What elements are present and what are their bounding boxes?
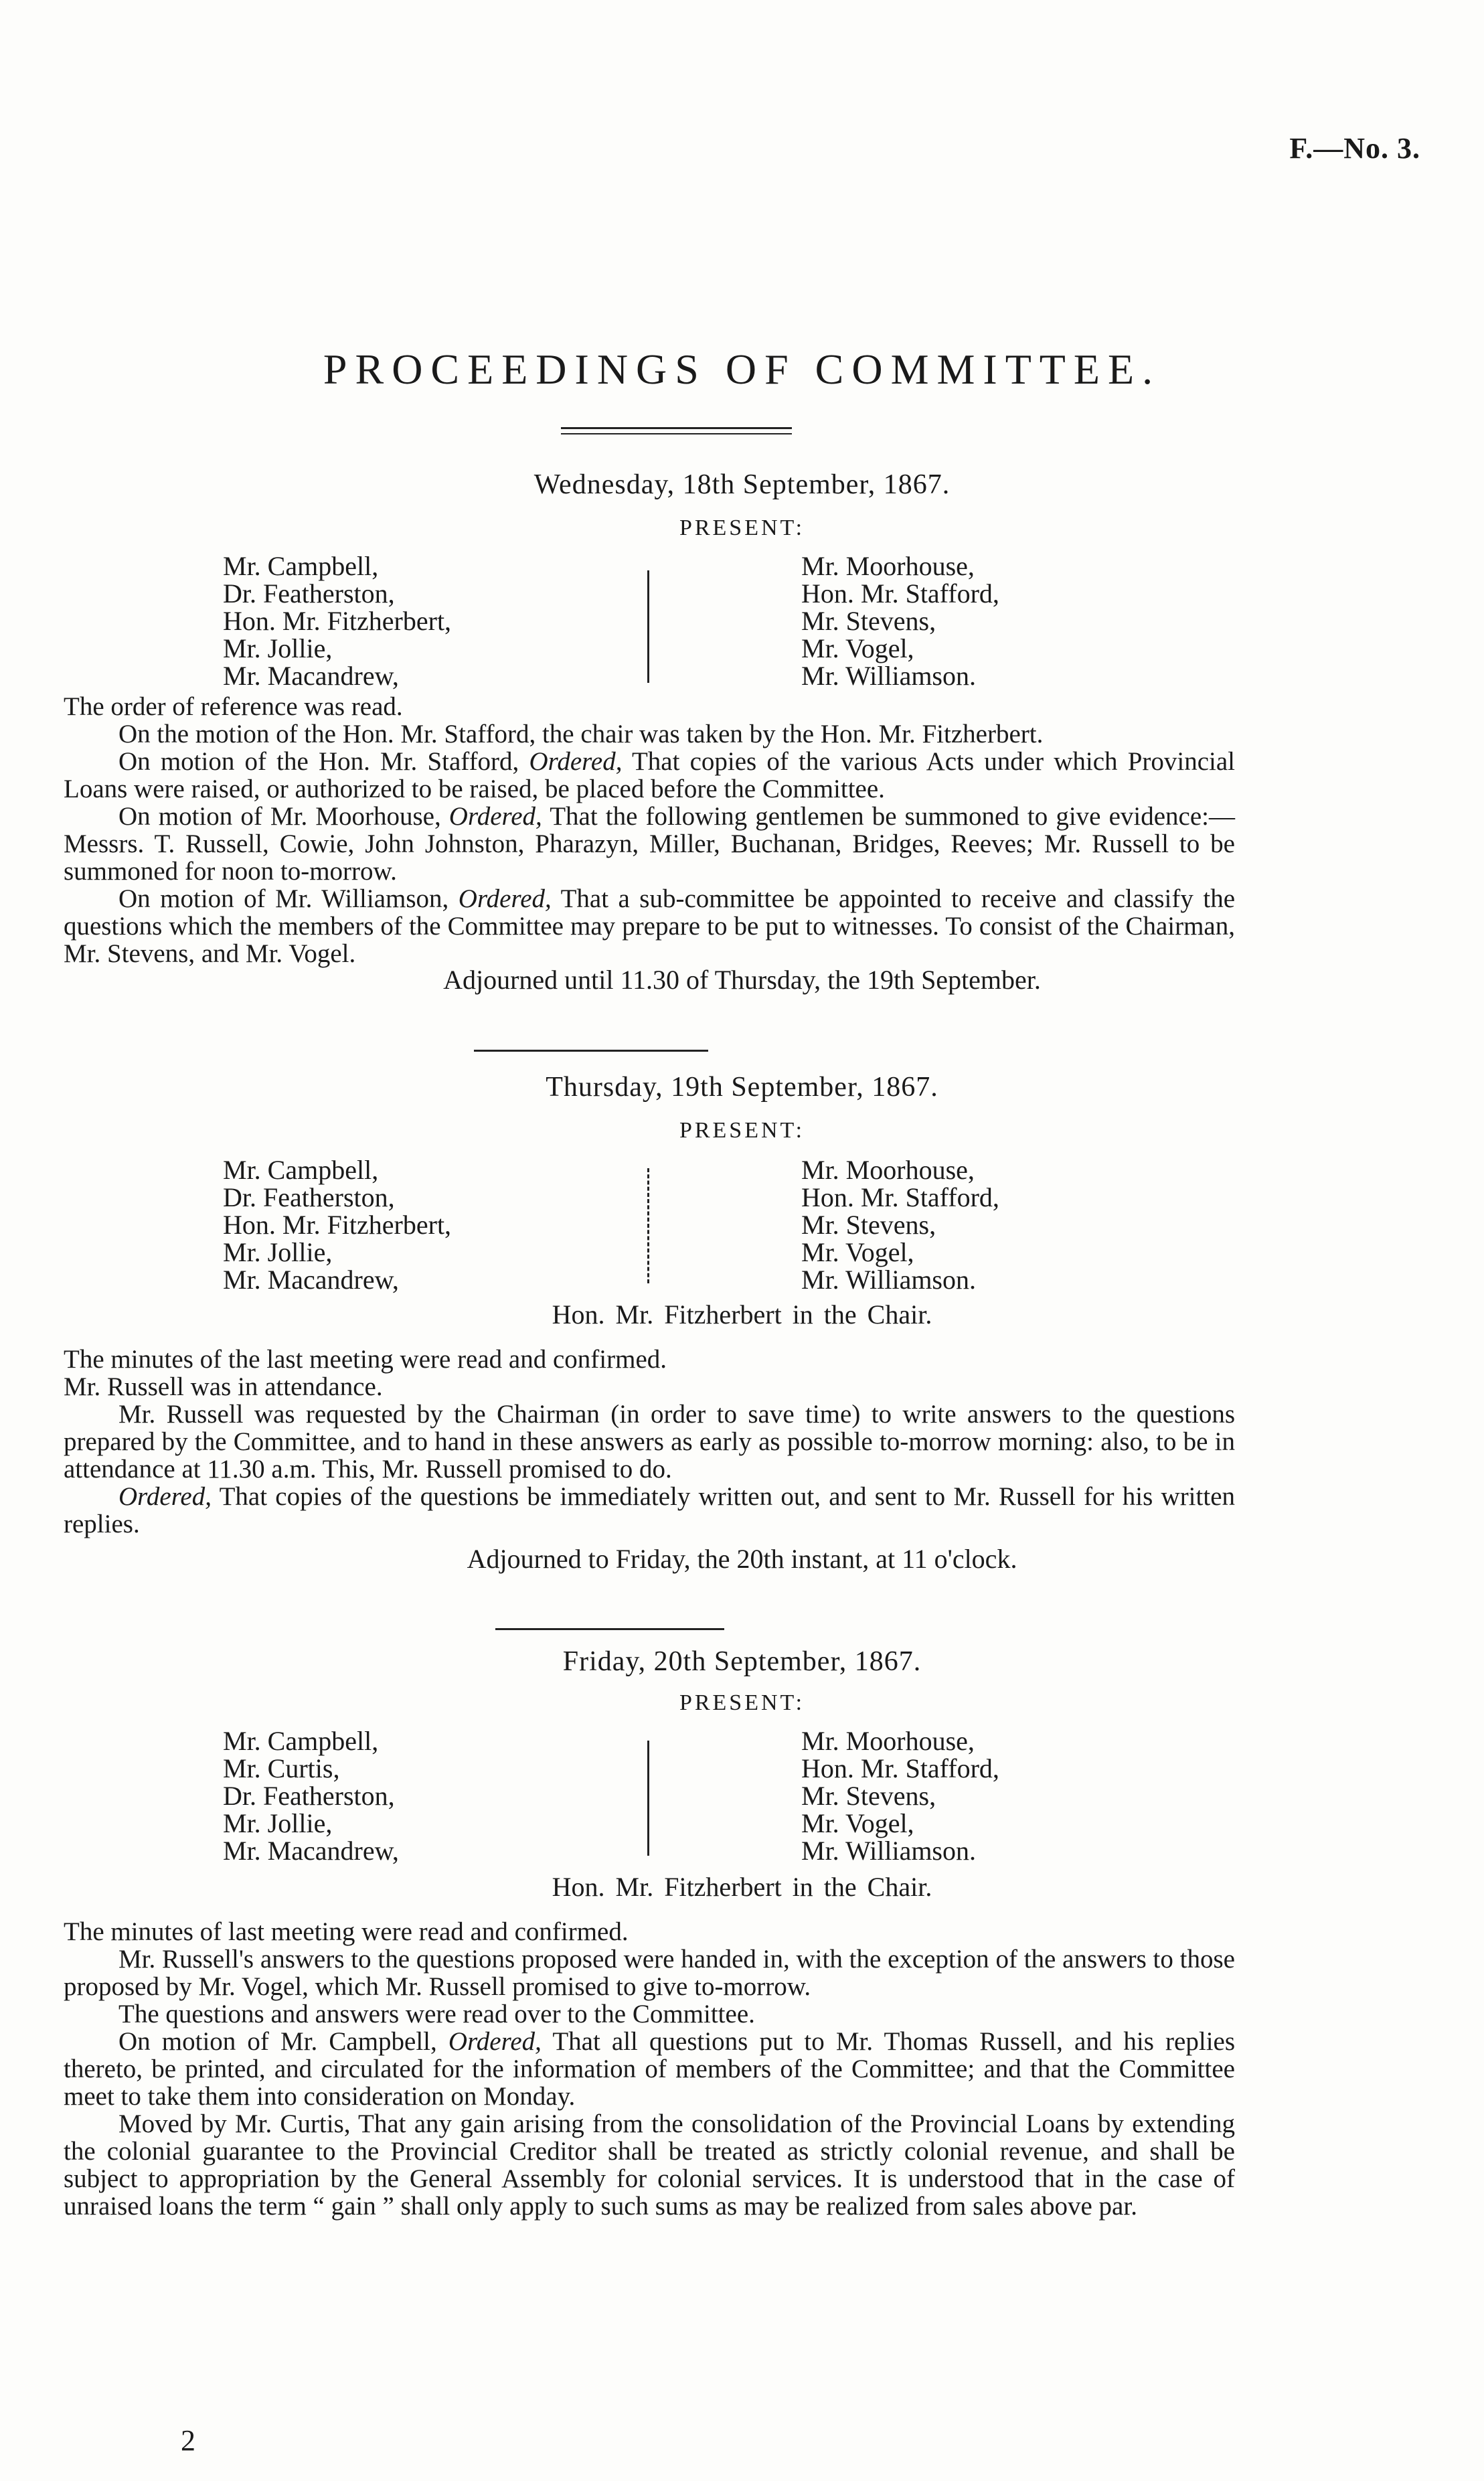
- minute-paragraph: The minutes of last meeting were read and confirmed.: [64, 1917, 629, 1946]
- page-title: PROCEEDINGS OF COMMITTEE.: [323, 345, 1161, 393]
- minute-paragraph: On motion of Mr. Moorhouse, Ordered, That the following gentlemen be summoned to give evidence:—Messrs. T. Russell, Cowie, John Johnston, Pharazyn, Miller, Buchanan, Bridges, Reeves; Mr. Russell to be summoned for noon to-morrow.: [64, 802, 1235, 886]
- meeting-1-members-right: [801, 552, 999, 690]
- member-name: Hon. Mr. Stafford,: [801, 1753, 999, 1783]
- page-number: 2: [181, 2424, 195, 2457]
- meeting-3-members-right: [801, 1727, 999, 1864]
- member-column-divider: [647, 1168, 649, 1283]
- title-underline: [561, 427, 792, 434]
- member-name: Mr. Macandrew,: [223, 1265, 399, 1295]
- member-name: Mr. Stevens,: [801, 1781, 936, 1811]
- member-name: Dr. Featherston,: [223, 1781, 395, 1811]
- member-name: Hon. Mr. Fitzherbert,: [223, 606, 452, 636]
- meeting-1-date: Wednesday, 18th September, 1867.: [533, 469, 951, 500]
- member-name: Mr. Moorhouse,: [801, 551, 975, 581]
- minute-paragraph: On motion of the Hon. Mr. Stafford, Ordered, That copies of the various Acts under which Provincial Loans were raised, or authorized to be raised, be placed before the Committee.: [64, 747, 1236, 803]
- member-name: Mr. Williamson.: [801, 661, 976, 691]
- member-column-divider: [647, 1741, 649, 1856]
- meeting-2-date: Thursday, 19th September, 1867.: [546, 1072, 938, 1103]
- member-name: Mr. Stevens,: [801, 606, 936, 636]
- meeting-2-present-label: PRESENT:: [679, 1118, 805, 1143]
- meeting-3-chair: Hon. Mr. Fitzherbert in the Chair.: [552, 1872, 932, 1902]
- document-reference: F.—No. 3.: [1289, 132, 1420, 165]
- minute-paragraph: Moved by Mr. Curtis, That any gain arising from the consolidation of the Provincial Loans by extending the colonial guarantee to the Provincial Creditor shall be treated as strictly colonial revenue, and shall be subject to appropriation by the General Assembly for colonial services. It is understood that in the case of unraised loans the term “ gain ” shall only apply to such sums as may be realized from sales above par.: [64, 2109, 1235, 2221]
- meeting-2-minutes: [64, 1346, 1235, 1538]
- member-name: Mr. Campbell,: [223, 1155, 379, 1185]
- minute-paragraph: On motion of Mr. Williamson, Ordered, That a sub-committee be appointed to receive and classify the questions which the members of the Committee may prepare to be put to witnesses. To consist of the Chairman, Mr. Stevens, and Mr. Vogel.: [64, 884, 1236, 968]
- member-name: Hon. Mr. Stafford,: [801, 578, 999, 609]
- meeting-3-present-label: PRESENT:: [679, 1690, 805, 1715]
- member-name: Mr. Jollie,: [223, 1237, 333, 1267]
- meeting-2-members-left: [223, 1156, 451, 1293]
- member-name: Mr. Moorhouse,: [801, 1155, 975, 1185]
- minute-paragraph: On motion of Mr. Campbell, Ordered, That all questions put to Mr. Thomas Russell, and his replies thereto, be printed, and circulated for the information of members of the Committee; and that the Committee meet to take them into consideration on Monday.: [64, 2027, 1236, 2111]
- member-name: Mr. Stevens,: [801, 1210, 936, 1240]
- meeting-1-adjournment: Adjourned until 11.30 of Thursday, the 19th September.: [443, 965, 1041, 995]
- meeting-3-date: Friday, 20th September, 1867.: [562, 1646, 922, 1677]
- member-name: Mr. Vogel,: [801, 633, 914, 663]
- minute-paragraph: The questions and answers were read over to the Committee.: [118, 2000, 755, 2028]
- member-name: Mr. Campbell,: [223, 551, 379, 581]
- member-column-divider: [647, 570, 649, 683]
- meeting-1-members-left: [223, 552, 451, 690]
- member-name: Mr. Campbell,: [223, 1726, 379, 1756]
- member-name: Dr. Featherston,: [223, 578, 395, 609]
- meeting-2-chair: Hon. Mr. Fitzherbert in the Chair.: [552, 1299, 932, 1330]
- meeting-1-present-label: PRESENT:: [679, 515, 805, 540]
- section-divider: [495, 1628, 724, 1630]
- minute-paragraph: The order of reference was read.: [64, 692, 403, 721]
- minute-paragraph: Ordered, That copies of the questions be immediately written out, and sent to Mr. Russell for his written replies.: [64, 1482, 1236, 1538]
- minute-paragraph: On the motion of the Hon. Mr. Stafford, the chair was taken by the Hon. Mr. Fitzherbert.: [118, 720, 1044, 748]
- minute-paragraph: Mr. Russell's answers to the questions proposed were handed in, with the exception of the answers to those proposed by Mr. Vogel, which Mr. Russell promised to give to-morrow.: [64, 1945, 1235, 2001]
- minute-paragraph: Mr. Russell was requested by the Chairman (in order to save time) to write answers to the questions prepared by the Committee, and to hand in these answers as early as possible to-morrow morning: also, to be in attendance at 11.30 a.m. This, Mr. Russell promised to do.: [64, 1400, 1235, 1484]
- minute-paragraph: The minutes of the last meeting were read and confirmed.: [64, 1345, 667, 1374]
- meeting-3-members-left: [223, 1727, 399, 1864]
- member-name: Mr. Macandrew,: [223, 1836, 399, 1866]
- member-name: Mr. Vogel,: [801, 1237, 914, 1267]
- meeting-1-minutes: [64, 693, 1235, 967]
- meeting-2-members-right: [801, 1156, 999, 1293]
- minute-paragraph: Mr. Russell was in attendance.: [64, 1372, 383, 1401]
- member-name: Mr. Williamson.: [801, 1265, 976, 1295]
- member-name: Mr. Moorhouse,: [801, 1726, 975, 1756]
- member-name: Mr. Williamson.: [801, 1836, 976, 1866]
- member-name: Mr. Jollie,: [223, 1808, 333, 1838]
- member-name: Mr. Macandrew,: [223, 661, 399, 691]
- meeting-2-adjournment: Adjourned to Friday, the 20th instant, at 11 o'clock.: [467, 1544, 1017, 1574]
- member-name: Mr. Curtis,: [223, 1753, 340, 1783]
- member-name: Hon. Mr. Stafford,: [801, 1182, 999, 1212]
- member-name: Dr. Featherston,: [223, 1182, 395, 1212]
- member-name: Hon. Mr. Fitzherbert,: [223, 1210, 452, 1240]
- section-divider: [474, 1050, 708, 1052]
- member-name: Mr. Vogel,: [801, 1808, 914, 1838]
- meeting-3-minutes: [64, 1918, 1235, 2220]
- member-name: Mr. Jollie,: [223, 633, 333, 663]
